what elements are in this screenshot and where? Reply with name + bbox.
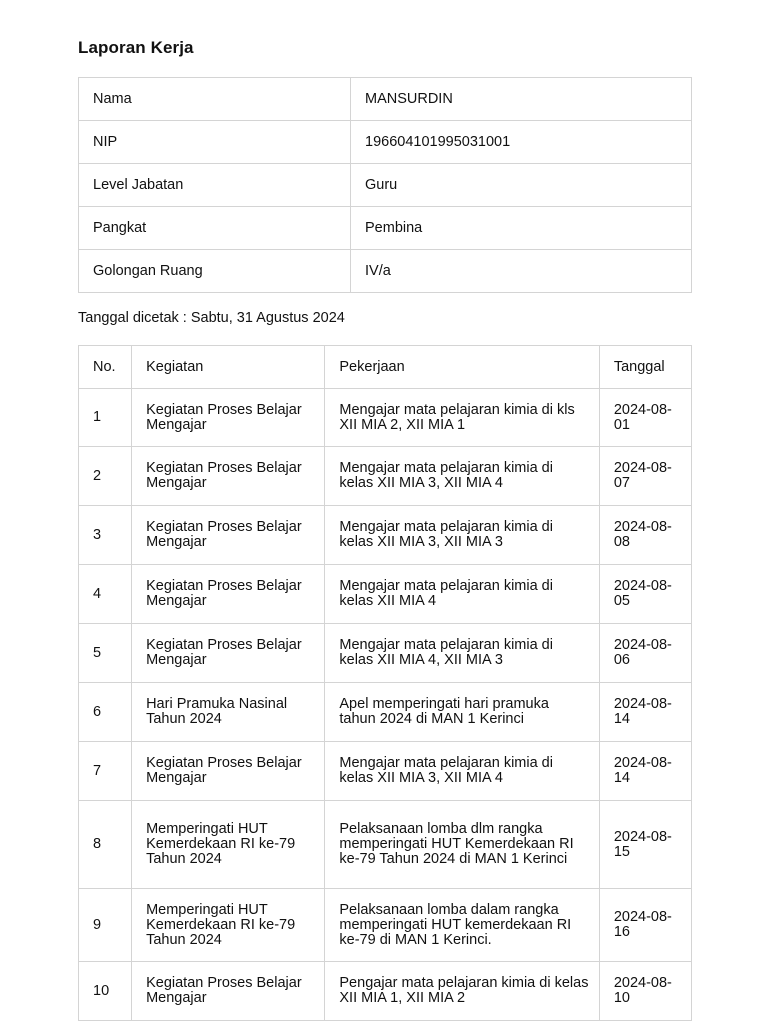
employee-info-table bbox=[78, 77, 692, 293]
table-row bbox=[79, 683, 692, 742]
table-row bbox=[79, 447, 692, 506]
cell-kegiatan: Kegiatan Proses Belajar Mengajar bbox=[132, 624, 325, 683]
cell-no: 10 bbox=[79, 962, 132, 1021]
cell-no: 4 bbox=[79, 565, 132, 624]
cell-tanggal: 2024-08-16 bbox=[599, 889, 691, 962]
cell-kegiatan: Kegiatan Proses Belajar Mengajar bbox=[132, 506, 325, 565]
cell-kegiatan: Kegiatan Proses Belajar Mengajar bbox=[132, 389, 325, 447]
page-title: Laporan Kerja bbox=[78, 38, 194, 57]
info-value: Guru bbox=[351, 164, 692, 207]
info-label: Golongan Ruang bbox=[79, 250, 351, 293]
cell-kegiatan: Hari Pramuka Nasinal Tahun 2024 bbox=[132, 683, 325, 742]
cell-pekerjaan: Mengajar mata pelajaran kimia di kelas XII MIA 3, XII MIA 3 bbox=[325, 506, 599, 565]
table-row bbox=[79, 506, 692, 565]
cell-no: 6 bbox=[79, 683, 132, 742]
table-row bbox=[79, 801, 692, 889]
cell-kegiatan: Memperingati HUT Kemerdekaan RI ke-79 Tahun 2024 bbox=[132, 889, 325, 962]
cell-pekerjaan: Mengajar mata pelajaran kimia di kelas XII MIA 4, XII MIA 3 bbox=[325, 624, 599, 683]
cell-kegiatan: Kegiatan Proses Belajar Mengajar bbox=[132, 962, 325, 1021]
activity-table-header bbox=[79, 346, 692, 389]
cell-tanggal: 2024-08-14 bbox=[599, 742, 691, 801]
column-header-pekerjaan: Pekerjaan bbox=[325, 346, 599, 389]
info-row-nama bbox=[79, 78, 692, 121]
cell-pekerjaan: Mengajar mata pelajaran kimia di kelas XII MIA 3, XII MIA 4 bbox=[325, 447, 599, 506]
cell-pekerjaan: Mengajar mata pelajaran kimia di kelas XII MIA 3, XII MIA 4 bbox=[325, 742, 599, 801]
info-value: 196604101995031001 bbox=[351, 121, 692, 164]
cell-tanggal: 2024-08-10 bbox=[599, 962, 691, 1021]
cell-pekerjaan: Mengajar mata pelajaran kimia di kelas XII MIA 4 bbox=[325, 565, 599, 624]
activity-table bbox=[78, 345, 692, 1021]
cell-no: 7 bbox=[79, 742, 132, 801]
cell-pekerjaan: Pengajar mata pelajaran kimia di kelas XII MIA 1, XII MIA 2 bbox=[325, 962, 599, 1021]
cell-tanggal: 2024-08-15 bbox=[599, 801, 691, 889]
printed-date: Tanggal dicetak : Sabtu, 31 Agustus 2024 bbox=[78, 310, 345, 326]
cell-kegiatan: Kegiatan Proses Belajar Mengajar bbox=[132, 565, 325, 624]
cell-tanggal: 2024-08-07 bbox=[599, 447, 691, 506]
table-row bbox=[79, 889, 692, 962]
cell-no: 3 bbox=[79, 506, 132, 565]
cell-kegiatan: Memperingati HUT Kemerdekaan RI ke-79 Tahun 2024 bbox=[132, 801, 325, 889]
table-row bbox=[79, 742, 692, 801]
info-value: Pembina bbox=[351, 207, 692, 250]
cell-no: 9 bbox=[79, 889, 132, 962]
cell-kegiatan: Kegiatan Proses Belajar Mengajar bbox=[132, 742, 325, 801]
table-row bbox=[79, 389, 692, 447]
cell-tanggal: 2024-08-08 bbox=[599, 506, 691, 565]
cell-pekerjaan: Mengajar mata pelajaran kimia di kls XII MIA 2, XII MIA 1 bbox=[325, 389, 599, 447]
cell-tanggal: 2024-08-01 bbox=[599, 389, 691, 447]
table-row bbox=[79, 624, 692, 683]
column-header-tanggal: Tanggal bbox=[599, 346, 691, 389]
info-row-nip bbox=[79, 121, 692, 164]
info-row-golongan-ruang bbox=[79, 250, 692, 293]
column-header-no: No. bbox=[79, 346, 132, 389]
cell-tanggal: 2024-08-14 bbox=[599, 683, 691, 742]
cell-pekerjaan: Apel memperingati hari pramuka tahun 2024 di MAN 1 Kerinci bbox=[325, 683, 599, 742]
cell-pekerjaan: Pelaksanaan lomba dlm rangka memperingati HUT Kemerdekaan RI ke-79 Tahun 2024 di MAN 1 Kerinci bbox=[325, 801, 599, 889]
info-row-pangkat bbox=[79, 207, 692, 250]
table-row bbox=[79, 962, 692, 1021]
cell-no: 1 bbox=[79, 389, 132, 447]
column-header-kegiatan: Kegiatan bbox=[132, 346, 325, 389]
cell-tanggal: 2024-08-06 bbox=[599, 624, 691, 683]
cell-pekerjaan: Pelaksanaan lomba dalam rangka memperingati HUT kemerdekaan RI ke-79 di MAN 1 Kerinci. bbox=[325, 889, 599, 962]
cell-no: 5 bbox=[79, 624, 132, 683]
table-row bbox=[79, 565, 692, 624]
cell-tanggal: 2024-08-05 bbox=[599, 565, 691, 624]
cell-no: 2 bbox=[79, 447, 132, 506]
cell-kegiatan: Kegiatan Proses Belajar Mengajar bbox=[132, 447, 325, 506]
cell-no: 8 bbox=[79, 801, 132, 889]
info-row-level-jabatan bbox=[79, 164, 692, 207]
info-label: Nama bbox=[79, 78, 351, 121]
info-label: Level Jabatan bbox=[79, 164, 351, 207]
info-label: NIP bbox=[79, 121, 351, 164]
info-label: Pangkat bbox=[79, 207, 351, 250]
info-value: MANSURDIN bbox=[351, 78, 692, 121]
info-value: IV/a bbox=[351, 250, 692, 293]
